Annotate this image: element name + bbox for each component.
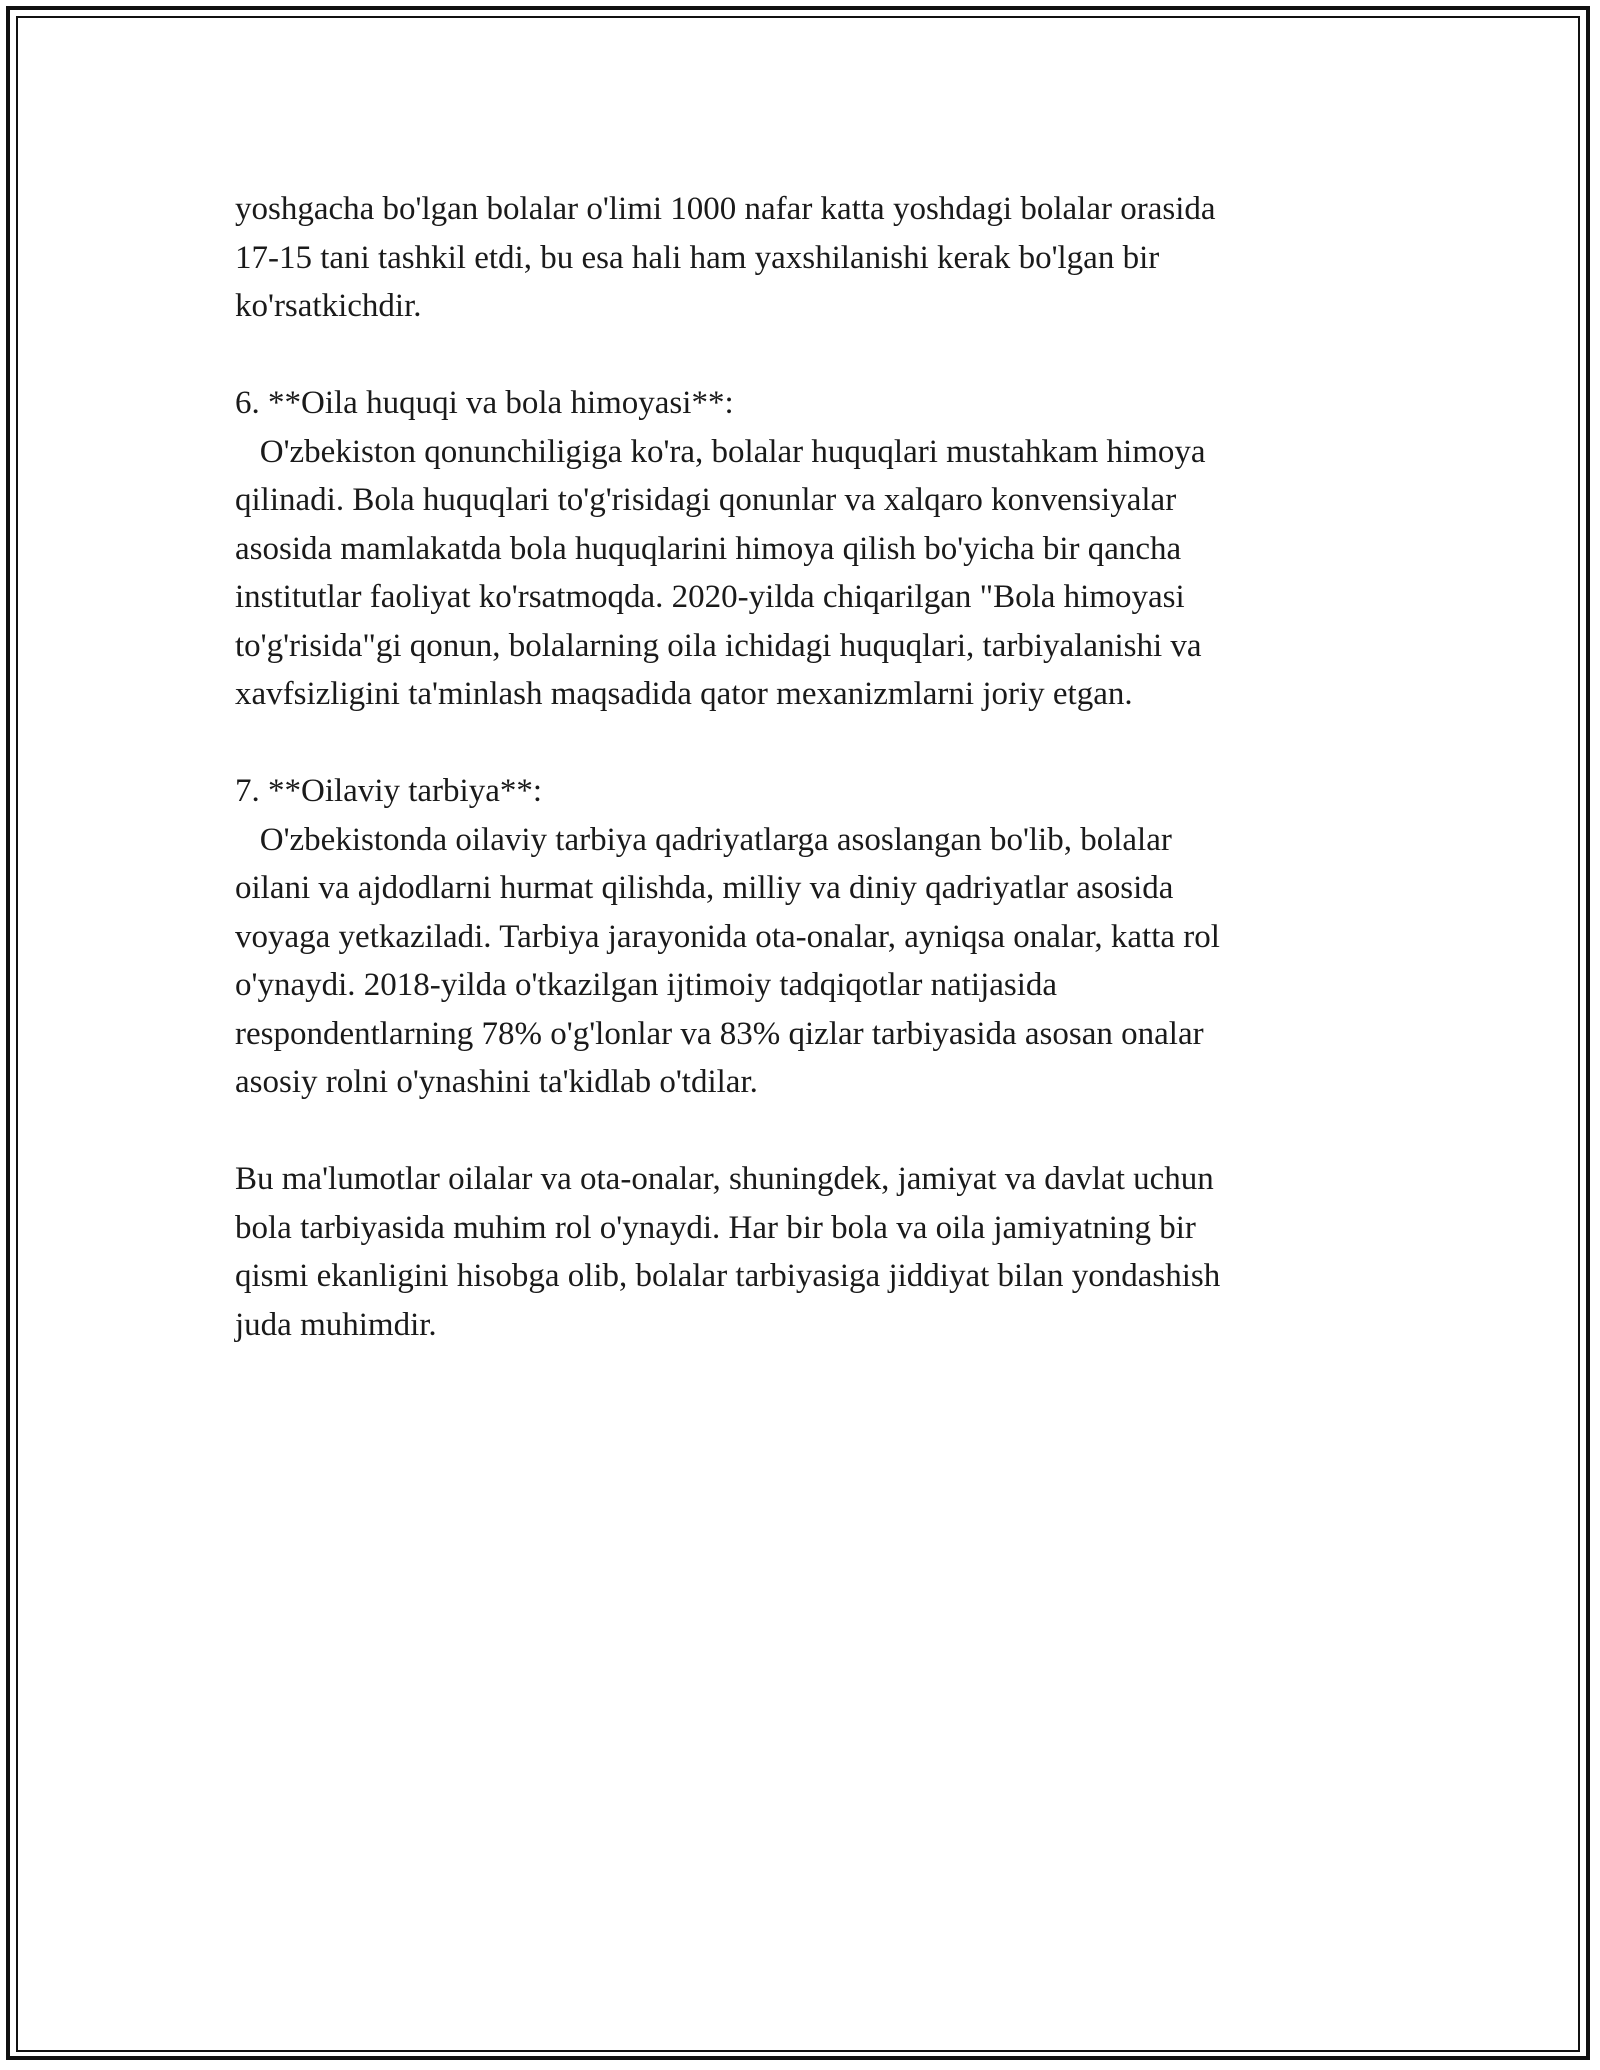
section-family-law: [235, 379, 1365, 719]
section-family-upbringing: [235, 767, 1365, 1107]
text-line: o'ynaydi. 2018-yilda o'tkazilgan ijtimoiy tadqiqotlar natijasida: [235, 967, 1058, 1003]
text-line: asosida mamlakatda bola huquqlarini himoya qilish bo'yicha bir qancha: [235, 530, 1182, 567]
text-line: to'g'risida"gi qonun, bolalarning oila ichidagi huquqlari, tarbiyalanishi va: [235, 627, 1202, 664]
paragraph-conclusion: [235, 1155, 1365, 1349]
text-line: qilinadi. Bola huquqlari to'g'risidagi qonunlar va xalqaro konvensiyalar: [235, 482, 1177, 518]
text-line: O'zbekiston qonunchiligiga ko'ra, bolalar huquqlari mustahkam himoya: [235, 433, 1206, 470]
text-line: qismi ekanligini hisobga olib, bolalar tarbiyasiga jiddiyat bilan yondashish: [235, 1258, 1221, 1294]
section-heading: 7. **Oilaviy tarbiya**:: [235, 773, 543, 809]
paragraph-spacer: [235, 719, 1365, 768]
paragraph-spacer: [235, 331, 1365, 380]
text-line: institutlar faoliyat ko'rsatmoqda. 2020-yilda chiqarilgan "Bola himoyasi: [235, 579, 1185, 615]
text-line: juda muhimdir.: [235, 1306, 437, 1343]
text-line: voyaga yetkaziladi. Tarbiya jarayonida ota-onalar, ayniqsa onalar, katta rol: [235, 918, 1220, 955]
text-line: bola tarbiyasida muhim rol o'ynaydi. Har bir bola va oila jamiyatning bir: [235, 1209, 1196, 1246]
text-line: yoshgacha bo'lgan bolalar o'limi 1000 nafar katta yoshdagi bolalar orasida: [235, 191, 1216, 227]
page-body: [235, 185, 1365, 1349]
text-line: O'zbekistonda oilaviy tarbiya qadriyatlarga asoslangan bo'lib, bolalar: [235, 821, 1172, 858]
text-line: asosiy rolni o'ynashini ta'kidlab o'tdilar.: [235, 1064, 758, 1100]
text-line: ko'rsatkichdir.: [235, 288, 422, 324]
paragraph-spacer: [235, 1107, 1365, 1156]
paragraph-infant-mortality: [235, 185, 1365, 331]
text-line: xavfsizligini ta'minlash maqsadida qator mexanizmlarni joriy etgan.: [235, 676, 1133, 712]
text-line: oilani va ajdodlarni hurmat qilishda, milliy va diniy qadriyatlar asosida: [235, 870, 1174, 906]
text-line: respondentlarning 78% o'g'lonlar va 83% qizlar tarbiyasida asosan onalar: [235, 1015, 1204, 1052]
section-heading: 6. **Oila huquqi va bola himoyasi**:: [235, 385, 734, 421]
text-line: Bu ma'lumotlar oilalar va ota-onalar, shuningdek, jamiyat va davlat uchun: [235, 1161, 1214, 1197]
text-line: 17-15 tani tashkil etdi, bu esa hali ham yaxshilanishi kerak bo'lgan bir: [235, 239, 1160, 276]
